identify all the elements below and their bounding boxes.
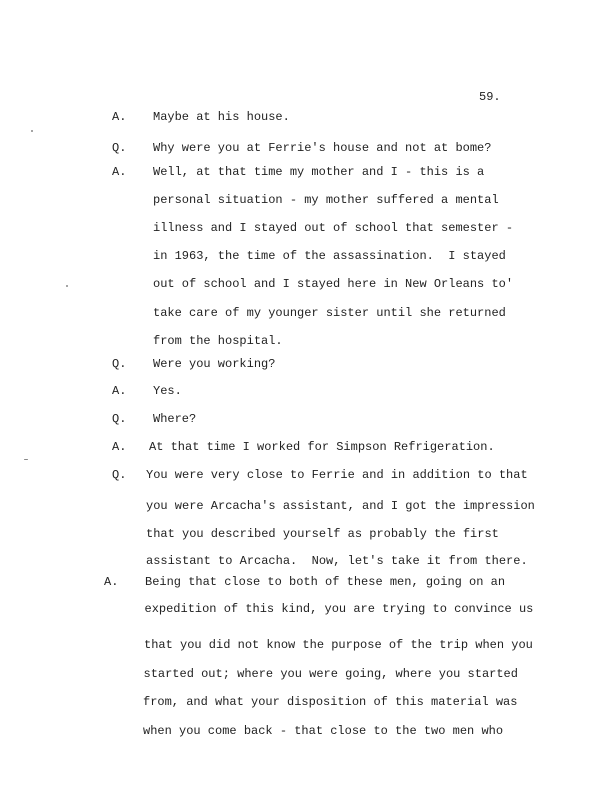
speaker-label: A. [112, 165, 127, 179]
transcript-line: take care of my younger sister until she returned [153, 306, 506, 320]
speaker-label: A. [112, 110, 127, 124]
transcript-line: from the hospital. [153, 334, 283, 348]
transcript-line: You were very close to Ferrie and in addition to that [146, 468, 528, 482]
transcript-line: that you described yourself as probably the first [146, 527, 499, 541]
speaker-label: Q. [112, 357, 127, 371]
transcript-line: started out; where you were going, where you started [143, 667, 518, 681]
scan-speck [24, 459, 28, 460]
transcript-line: from, and what your disposition of this material was [143, 695, 518, 709]
transcript-line: assistant to Arcacha. Now, let's take it from there. [146, 554, 528, 568]
speaker-label: A. [104, 575, 119, 589]
transcript-line: expedition of this kind, you are trying to convince us [144, 602, 534, 616]
transcript-line: Maybe at his house. [153, 110, 290, 124]
speaker-label: A. [112, 384, 127, 398]
scan-speck [66, 285, 68, 287]
transcript-line: Why were you at Ferrie's house and not at bome? [153, 141, 492, 155]
transcript-line: Being that close to both of these men, going on an [145, 575, 506, 589]
transcript-line: you were Arcacha's assistant, and I got the impression [146, 499, 535, 513]
scan-speck [31, 130, 33, 132]
transcript-line: personal situation - my mother suffered a mental [153, 193, 499, 207]
speaker-label: Q. [112, 412, 127, 426]
transcript-line: Yes. [153, 384, 182, 398]
transcript-line: illness and I stayed out of school that semester - [153, 221, 514, 235]
speaker-label: Q. [112, 468, 127, 482]
page-number: 59. [479, 90, 501, 104]
transcript-line: that you did not know the purpose of the trip when you [144, 638, 533, 652]
transcript-line: in 1963, the time of the assassination. I stayed [153, 249, 506, 263]
transcript-line: Were you working? [153, 357, 276, 371]
speaker-label: Q. [112, 141, 127, 155]
transcript-line: At that time I worked for Simpson Refrigeration. [149, 440, 495, 454]
speaker-label: A. [112, 440, 127, 454]
transcript-line: when you come back - that close to the two men who [143, 724, 504, 738]
transcript-line: Where? [153, 412, 197, 426]
transcript-line: Well, at that time my mother and I - this is a [153, 165, 485, 179]
transcript-line: out of school and I stayed here in New Orleans to' [153, 277, 514, 291]
